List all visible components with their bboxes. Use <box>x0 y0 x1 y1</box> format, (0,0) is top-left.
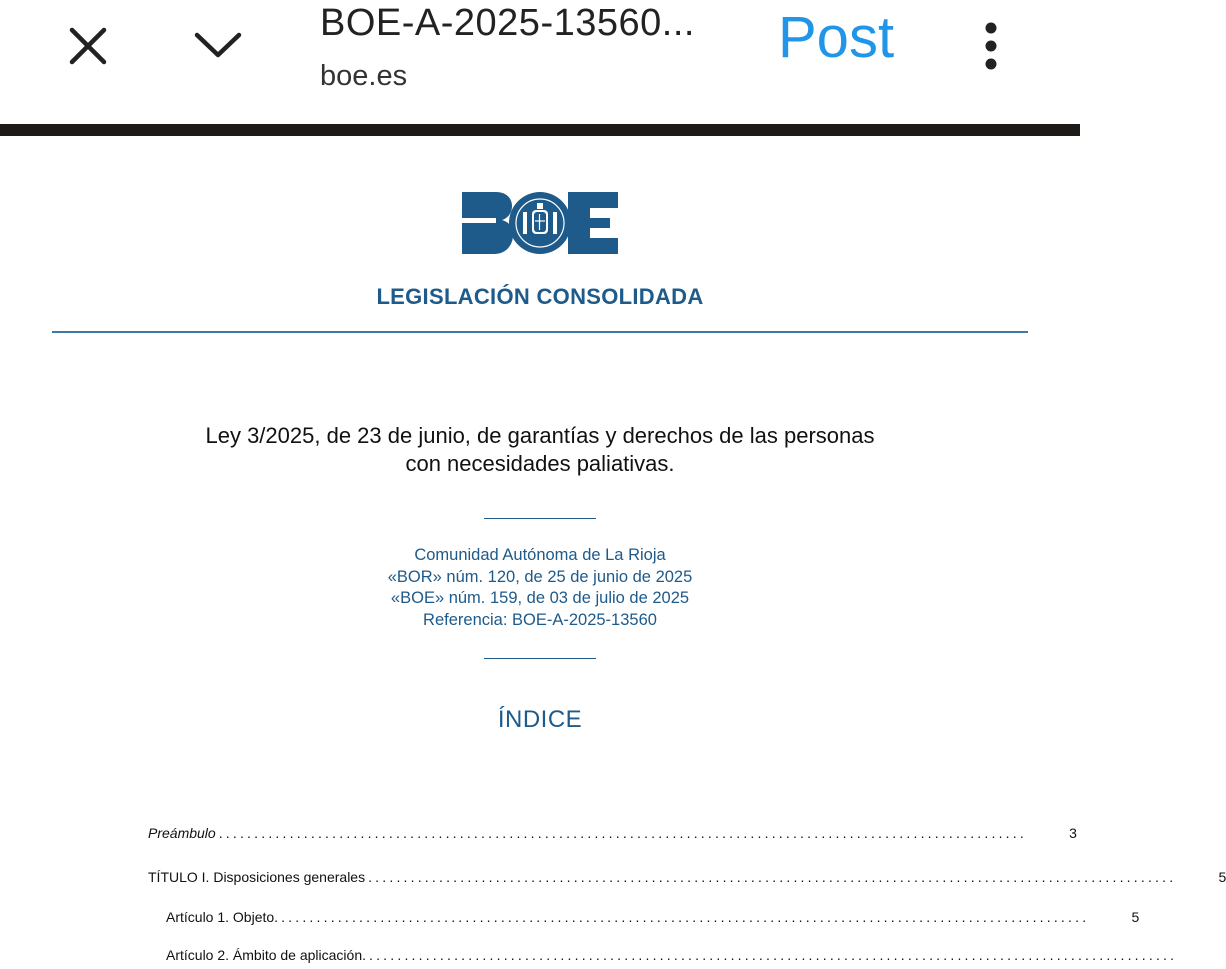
toc-item-label: TÍTULO I. Disposiciones generales <box>148 869 366 885</box>
close-icon[interactable] <box>58 16 118 76</box>
law-title-line-2: con necesidades paliativas. <box>405 451 675 476</box>
toc-item-label: Artículo 2. Ámbito de aplicación. <box>166 947 366 963</box>
meta-reference: Referencia: BOE-A-2025-13560 <box>423 610 657 629</box>
boe-logo <box>460 190 620 261</box>
heading-divider <box>52 331 1028 333</box>
toc-item-preambulo[interactable] <box>148 825 1077 847</box>
meta-community: Comunidad Autónoma de La Rioja <box>414 546 666 564</box>
toc-item-articulo-1[interactable] <box>166 909 1140 931</box>
page-domain: boe.es <box>320 60 408 92</box>
short-divider-top <box>484 518 596 519</box>
toc-item-label: Artículo 1. Objeto. <box>166 909 279 925</box>
document-page <box>0 136 1226 963</box>
index-heading: ÍNDICE <box>497 706 583 733</box>
toc-item-articulo-2[interactable] <box>166 947 1178 969</box>
toc-item-titulo-1[interactable] <box>148 869 1226 891</box>
page-title: BOE-A-2025-13560... <box>320 2 695 44</box>
more-vertical-icon[interactable] <box>966 16 1016 76</box>
toc-leader-dots: .................................................................................................................. <box>218 825 1027 841</box>
law-title-line-1: Ley 3/2025, de 23 de junio, de garantías y derechos de las personas <box>205 423 875 448</box>
toc-leader-dots: .................................................................................................................. <box>281 909 1090 925</box>
toc-item-page: 3 <box>1069 825 1077 841</box>
publication-meta <box>0 545 1080 631</box>
section-heading: LEGISLACIÓN CONSOLIDADA <box>376 284 704 309</box>
meta-bor: «BOR» núm. 120, de 25 de junio de 2025 <box>387 567 693 586</box>
toc-item-label: Preámbulo <box>148 825 216 841</box>
chevron-down-icon[interactable] <box>186 14 250 74</box>
law-title <box>0 422 1080 478</box>
toc-item-page: 5 <box>1131 909 1140 925</box>
meta-boe: «BOE» núm. 159, de 03 de julio de 2025 <box>390 589 690 607</box>
toc-leader-dots: .................................................................................................................. <box>368 869 1177 885</box>
short-divider-bottom <box>484 658 596 659</box>
post-button[interactable]: Post <box>778 5 895 70</box>
toc-item-page: 5 <box>1218 869 1226 885</box>
toc-leader-dots: .................................................................................................................. <box>369 947 1178 963</box>
browser-top-bar <box>0 0 1080 124</box>
toolbar-divider <box>0 124 1080 136</box>
